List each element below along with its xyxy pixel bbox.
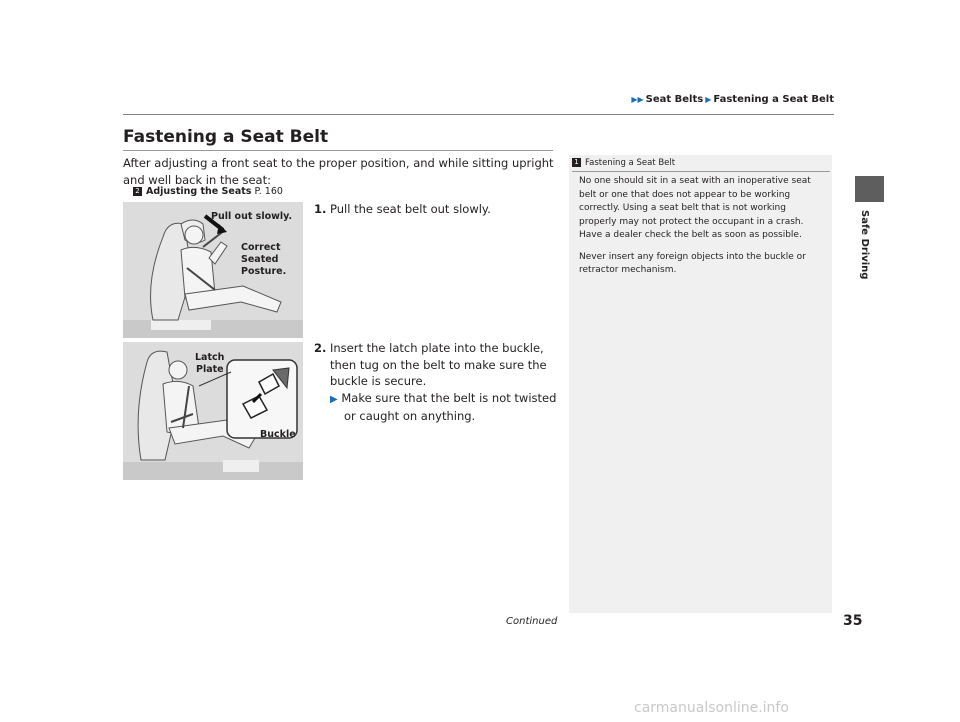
reference-label[interactable]: Adjusting the Seats — [146, 186, 252, 197]
step-number: 2. — [314, 341, 327, 355]
section-tab-marker — [855, 176, 884, 202]
page-title: Fastening a Seat Belt — [123, 127, 329, 147]
breadcrumb-current: Fastening a Seat Belt — [713, 94, 834, 105]
label-posture: Posture. — [241, 266, 287, 277]
section-tab-label: Safe Driving — [859, 210, 870, 280]
step-text: Insert the latch plate into the buckle, then tug on the belt to make sure the buckle is secure. — [330, 341, 547, 388]
label-seated: Seated — [241, 254, 279, 265]
label-buckle: Buckle — [260, 429, 296, 440]
label-plate: Plate — [196, 364, 224, 375]
step-text: Pull the seat belt out slowly. — [330, 202, 491, 216]
continued-label: Continued — [506, 616, 558, 627]
cross-reference[interactable] — [133, 186, 283, 197]
side-note — [569, 155, 832, 613]
reference-icon: 2 — [133, 187, 142, 196]
note-paragraph: Never insert any foreign objects into the buckle or retractor mechanism. — [579, 251, 806, 275]
step-substep: ▶ Make sure that the belt is not twisted or caught on anything. — [330, 390, 557, 423]
breadcrumb-arrow-icon: ▶▶ — [631, 95, 644, 104]
page-number: 35 — [843, 613, 863, 629]
note-rule — [572, 171, 830, 172]
breadcrumb-parent[interactable]: Seat Belts — [645, 94, 704, 105]
title-rule — [123, 150, 553, 151]
note-body — [579, 175, 819, 286]
label-latch: Latch — [195, 352, 225, 363]
breadcrumb-arrow-icon: ▶ — [705, 95, 712, 104]
note-paragraph: No one should sit in a seat with an inoperative seat belt or one that does not appear to be working correctly. Using a seat belt that is not working properly may not protect the occupant in a crash. Have a dealer check the belt as soon as possible. — [579, 176, 811, 240]
note-icon: 1 — [572, 158, 581, 167]
intro-text: After adjusting a front seat to the proper position, and while sitting upright and well back in the seat: — [123, 156, 554, 187]
step-number: 1. — [314, 202, 327, 216]
reference-page[interactable]: P. 160 — [254, 186, 283, 197]
header-rule — [123, 114, 834, 115]
step-1 — [314, 201, 559, 218]
label-pull-out: Pull out slowly. — [211, 211, 293, 222]
step-2 — [314, 340, 559, 425]
watermark: carmanualsonline.info — [634, 700, 789, 716]
note-title: 1 Fastening a Seat Belt — [572, 158, 675, 168]
figure-latch-buckle — [123, 342, 303, 480]
label-correct: Correct — [241, 242, 281, 253]
breadcrumb — [520, 94, 834, 105]
substep-arrow-icon: ▶ — [330, 393, 338, 405]
figure-pull-belt — [123, 202, 303, 338]
